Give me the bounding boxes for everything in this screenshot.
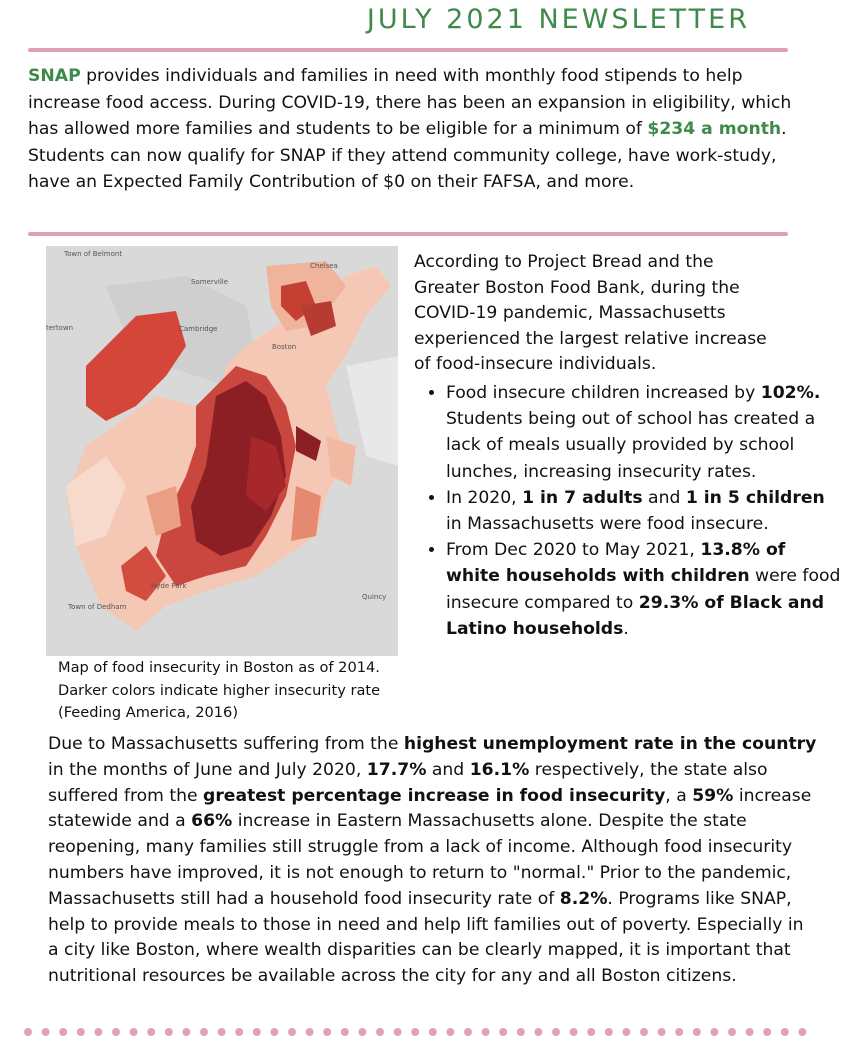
footer-dot: [59, 1028, 67, 1036]
footer-dot: [552, 1028, 560, 1036]
footer-dot: [763, 1028, 771, 1036]
bottom-paragraph: Due to Massachusetts suffering from the highest unemployment rate in the country in the months of June and July 2020, 17.7% and 16.1% respectively, the state also suffered from the greatest percentage increase in food insecurity, a 59% increase statewide and a 66% increase in Eastern Massachusetts alone. Despite the state reopening, many families still struggle from a lack of income. Although food insecurity numbers have improved, it is not enough to return to "normal." Prior to the pandemic, Massachusetts still had a household food insecurity rate of 8.2%. Programs like SNAP, help to provide meals to those in need and help lift families out of poverty. Especially in a city like Boston, where wealth disparities can be clearly mapped, it is important that nutritional resources be available across the city for any and all Boston citizens.: [48, 734, 817, 987]
footer-dot: [658, 1028, 666, 1036]
footer-dot: [534, 1028, 542, 1036]
footer-dot: [218, 1028, 226, 1036]
dotted-footer-divider: [22, 1026, 812, 1038]
map-label-hyde-park: Hyde Park: [151, 582, 187, 590]
footer-dot: [429, 1028, 437, 1036]
map-label-cambridge: Cambridge: [179, 325, 218, 333]
footer-dot: [570, 1028, 578, 1036]
footer-dot: [77, 1028, 85, 1036]
footer-dot: [622, 1028, 630, 1036]
map-label-watertown: tertown: [46, 324, 74, 332]
footer-dot: [376, 1028, 384, 1036]
map-label-belmont: Town of Belmont: [64, 250, 123, 258]
footer-dot: [182, 1028, 190, 1036]
map-label-somerville: Somerville: [191, 278, 229, 286]
intro-paragraph: SNAP provides individuals and families in need with monthly food stipends to help increase food access. During COVID-19, there has been an expansion in eligibility, which has allowed more families and students to be eligible for a minimum of $234 a month. Students can now qualify for SNAP if they attend community college, have work-study, have an Expected Family Contribution of $0 on their FAFSA, and more.: [28, 66, 792, 192]
footer-dot: [746, 1028, 754, 1036]
footer-dot: [112, 1028, 120, 1036]
stats-bullet-list: [424, 380, 841, 642]
top-divider: [28, 48, 788, 52]
footer-dot: [288, 1028, 296, 1036]
footer-dot: [253, 1028, 261, 1036]
footer-dot: [235, 1028, 243, 1036]
footer-dot: [42, 1028, 50, 1036]
footer-dot: [781, 1028, 789, 1036]
footer-dot: [94, 1028, 102, 1036]
map-label-dedham: Town of Dedham: [68, 603, 127, 611]
list-item: • In 2020, 1 in 7 adults and 1 in 5 children in Massachusetts were food insecure.: [446, 485, 841, 537]
footer-dot: [165, 1028, 173, 1036]
map-label-quincy: Quincy: [362, 593, 387, 601]
snap-amount: $234 a month: [647, 119, 782, 139]
footer-dot: [394, 1028, 402, 1036]
footer-dot: [358, 1028, 366, 1036]
footer-dot: [323, 1028, 331, 1036]
newsletter-title: JULY 2021 NEWSLETTER: [366, 4, 750, 35]
footer-dot: [693, 1028, 701, 1036]
footer-dot: [341, 1028, 349, 1036]
middle-divider: [28, 232, 788, 236]
right-intro-text: According to Project Bread and the Greater Boston Food Bank, during the COVID-19 pandemic, Massachusetts experienced the largest relative increase of food-insecure individuals.: [414, 252, 767, 375]
footer-dot: [464, 1028, 472, 1036]
footer-dot: [200, 1028, 208, 1036]
list-item: • Food insecure children increased by 102%. Students being out of school has created a lack of meals usually provided by school lunches, increasing insecurity rates.: [446, 380, 841, 485]
footer-dot: [517, 1028, 525, 1036]
footer-dot: [798, 1028, 806, 1036]
footer-dot: [728, 1028, 736, 1036]
footer-dot: [411, 1028, 419, 1036]
footer-dot: [482, 1028, 490, 1036]
footer-dot: [306, 1028, 314, 1036]
map-label-chelsea: Chelsea: [310, 262, 338, 270]
footer-dot: [675, 1028, 683, 1036]
footer-dot: [710, 1028, 718, 1036]
footer-dot: [587, 1028, 595, 1036]
footer-dot: [446, 1028, 454, 1036]
list-item: • From Dec 2020 to May 2021, 13.8% of white households with children were food insecure compared to 29.3% of Black and Latino households.: [446, 537, 841, 642]
map-caption: Map of food insecurity in Boston as of 2014. Darker colors indicate higher insecurity rate (Feeding America, 2016): [58, 659, 381, 722]
footer-dot: [499, 1028, 507, 1036]
map-label-boston: Boston: [272, 343, 297, 351]
footer-dot: [147, 1028, 155, 1036]
footer-dot: [270, 1028, 278, 1036]
footer-dot: [640, 1028, 648, 1036]
food-insecurity-map: [46, 246, 398, 656]
footer-dot: [130, 1028, 138, 1036]
map-graphic: [46, 246, 398, 656]
footer-dot: [24, 1028, 32, 1036]
footer-dot: [605, 1028, 613, 1036]
snap-keyword: SNAP: [28, 66, 81, 86]
